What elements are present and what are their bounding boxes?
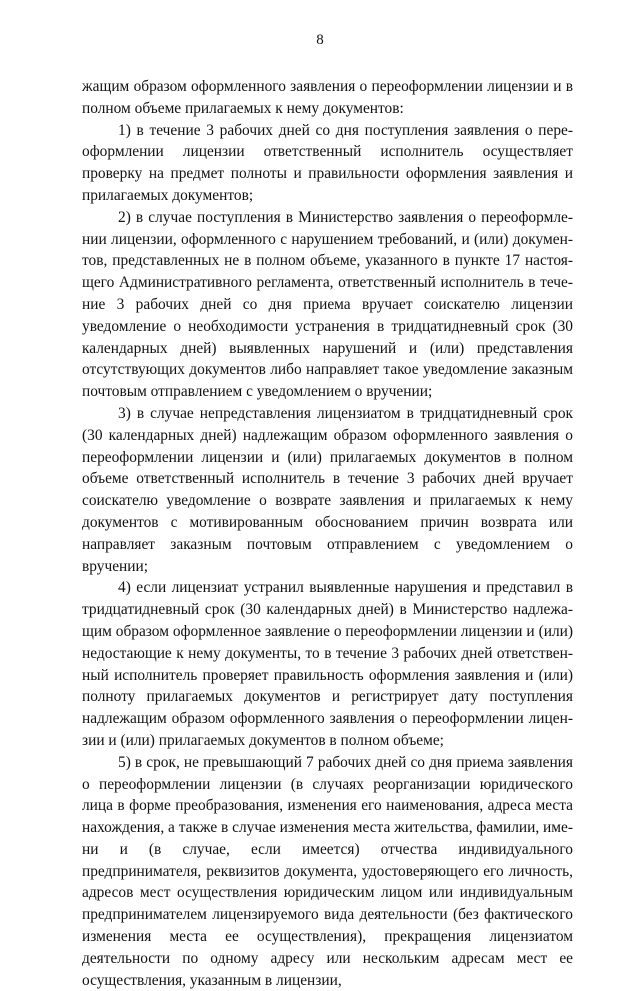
paragraph-item-2: 2) в случае поступления в Министерство заявления о переоформлении лицензии, оформленного с нарушением требований, и (или) документов, представленных не в полном объеме, указанного в пункте 17 настоящего Административного регламента, ответственный исполнитель в течение 3 рабочих дней со дня приема вручает соискателю лицензии уведомление о необходимости устранения в тридцатидневный срок (30 календарных дней) выявленных нарушений и (или) представления отсутствующих документов либо направляет такое уведомление заказным почтовым отправлением с уведомлением о вручении;: [82, 208, 573, 401]
paragraph-item-5: 5) в срок, не превышающий 7 рабочих дней со дня приема заявления о переоформлении лицензии (в случаях реорганизации юридического лица в форме преобразования, изменения его наименования, адреса места нахождения, а также в случае изменения места жительства, фамилии, имени и (в случае, если имеется) отчества индивидуального предпринимателя, реквизитов документа, удостоверяющего его личность, адресов мест осуществления юридическим лицом или индивидуальным предпринимателем лицензируемого вида деятельности (без фактического изменения места ее осуществления), прекращения лицензиатом деятельности по одному адресу или нескольким адресам мест ее осуществления, указанным в лицензии,: [82, 753, 573, 989]
page-number: 8: [316, 32, 324, 48]
paragraph-item-1: 1) в течение 3 рабочих дней со дня поступления заявления о переоформлении лицензии ответственный исполнитель осуществляет проверку на предмет полноты и правильности оформления заявления и прилагаемых документов;: [82, 121, 573, 204]
document-body: [82, 76, 573, 991]
paragraph-item-3: 3) в случае непредставления лицензиатом в тридцатидневный срок (30 календарных дней) надлежащим образом оформленного заявления о переоформлении лицензии и (или) прилагаемых документов в полном объеме ответственный исполнитель в течение 3 рабочих дней вручает соискателю уведомление о возврате заявления и прилагаемых к нему документов с мотивированным обоснованием причин возврата или направляет заказным почтовым отправлением с уведомлением о вручении;: [82, 404, 573, 575]
paragraph-item-4: 4) если лицензиат устранил выявленные нарушения и представил в тридцатидневный срок (30 календарных дней) в Министерство надлежащим образом оформленное заявление о переоформлении лицензии и (или) недостающие к нему документы, то в течение 3 рабочих дней ответственный исполнитель проверяет правильность оформления заявления и (или) полноту прилагаемых документов и регистрирует дату поступления надлежащим образом оформленного заявления о переоформлении лицензии и (или) прилагаемых документов в полном объеме;: [82, 579, 573, 749]
paragraph-continuation: жащим образом оформленного заявления о переоформлении лицензии и в полном объеме прилагаемых к нему документов:: [82, 78, 573, 117]
